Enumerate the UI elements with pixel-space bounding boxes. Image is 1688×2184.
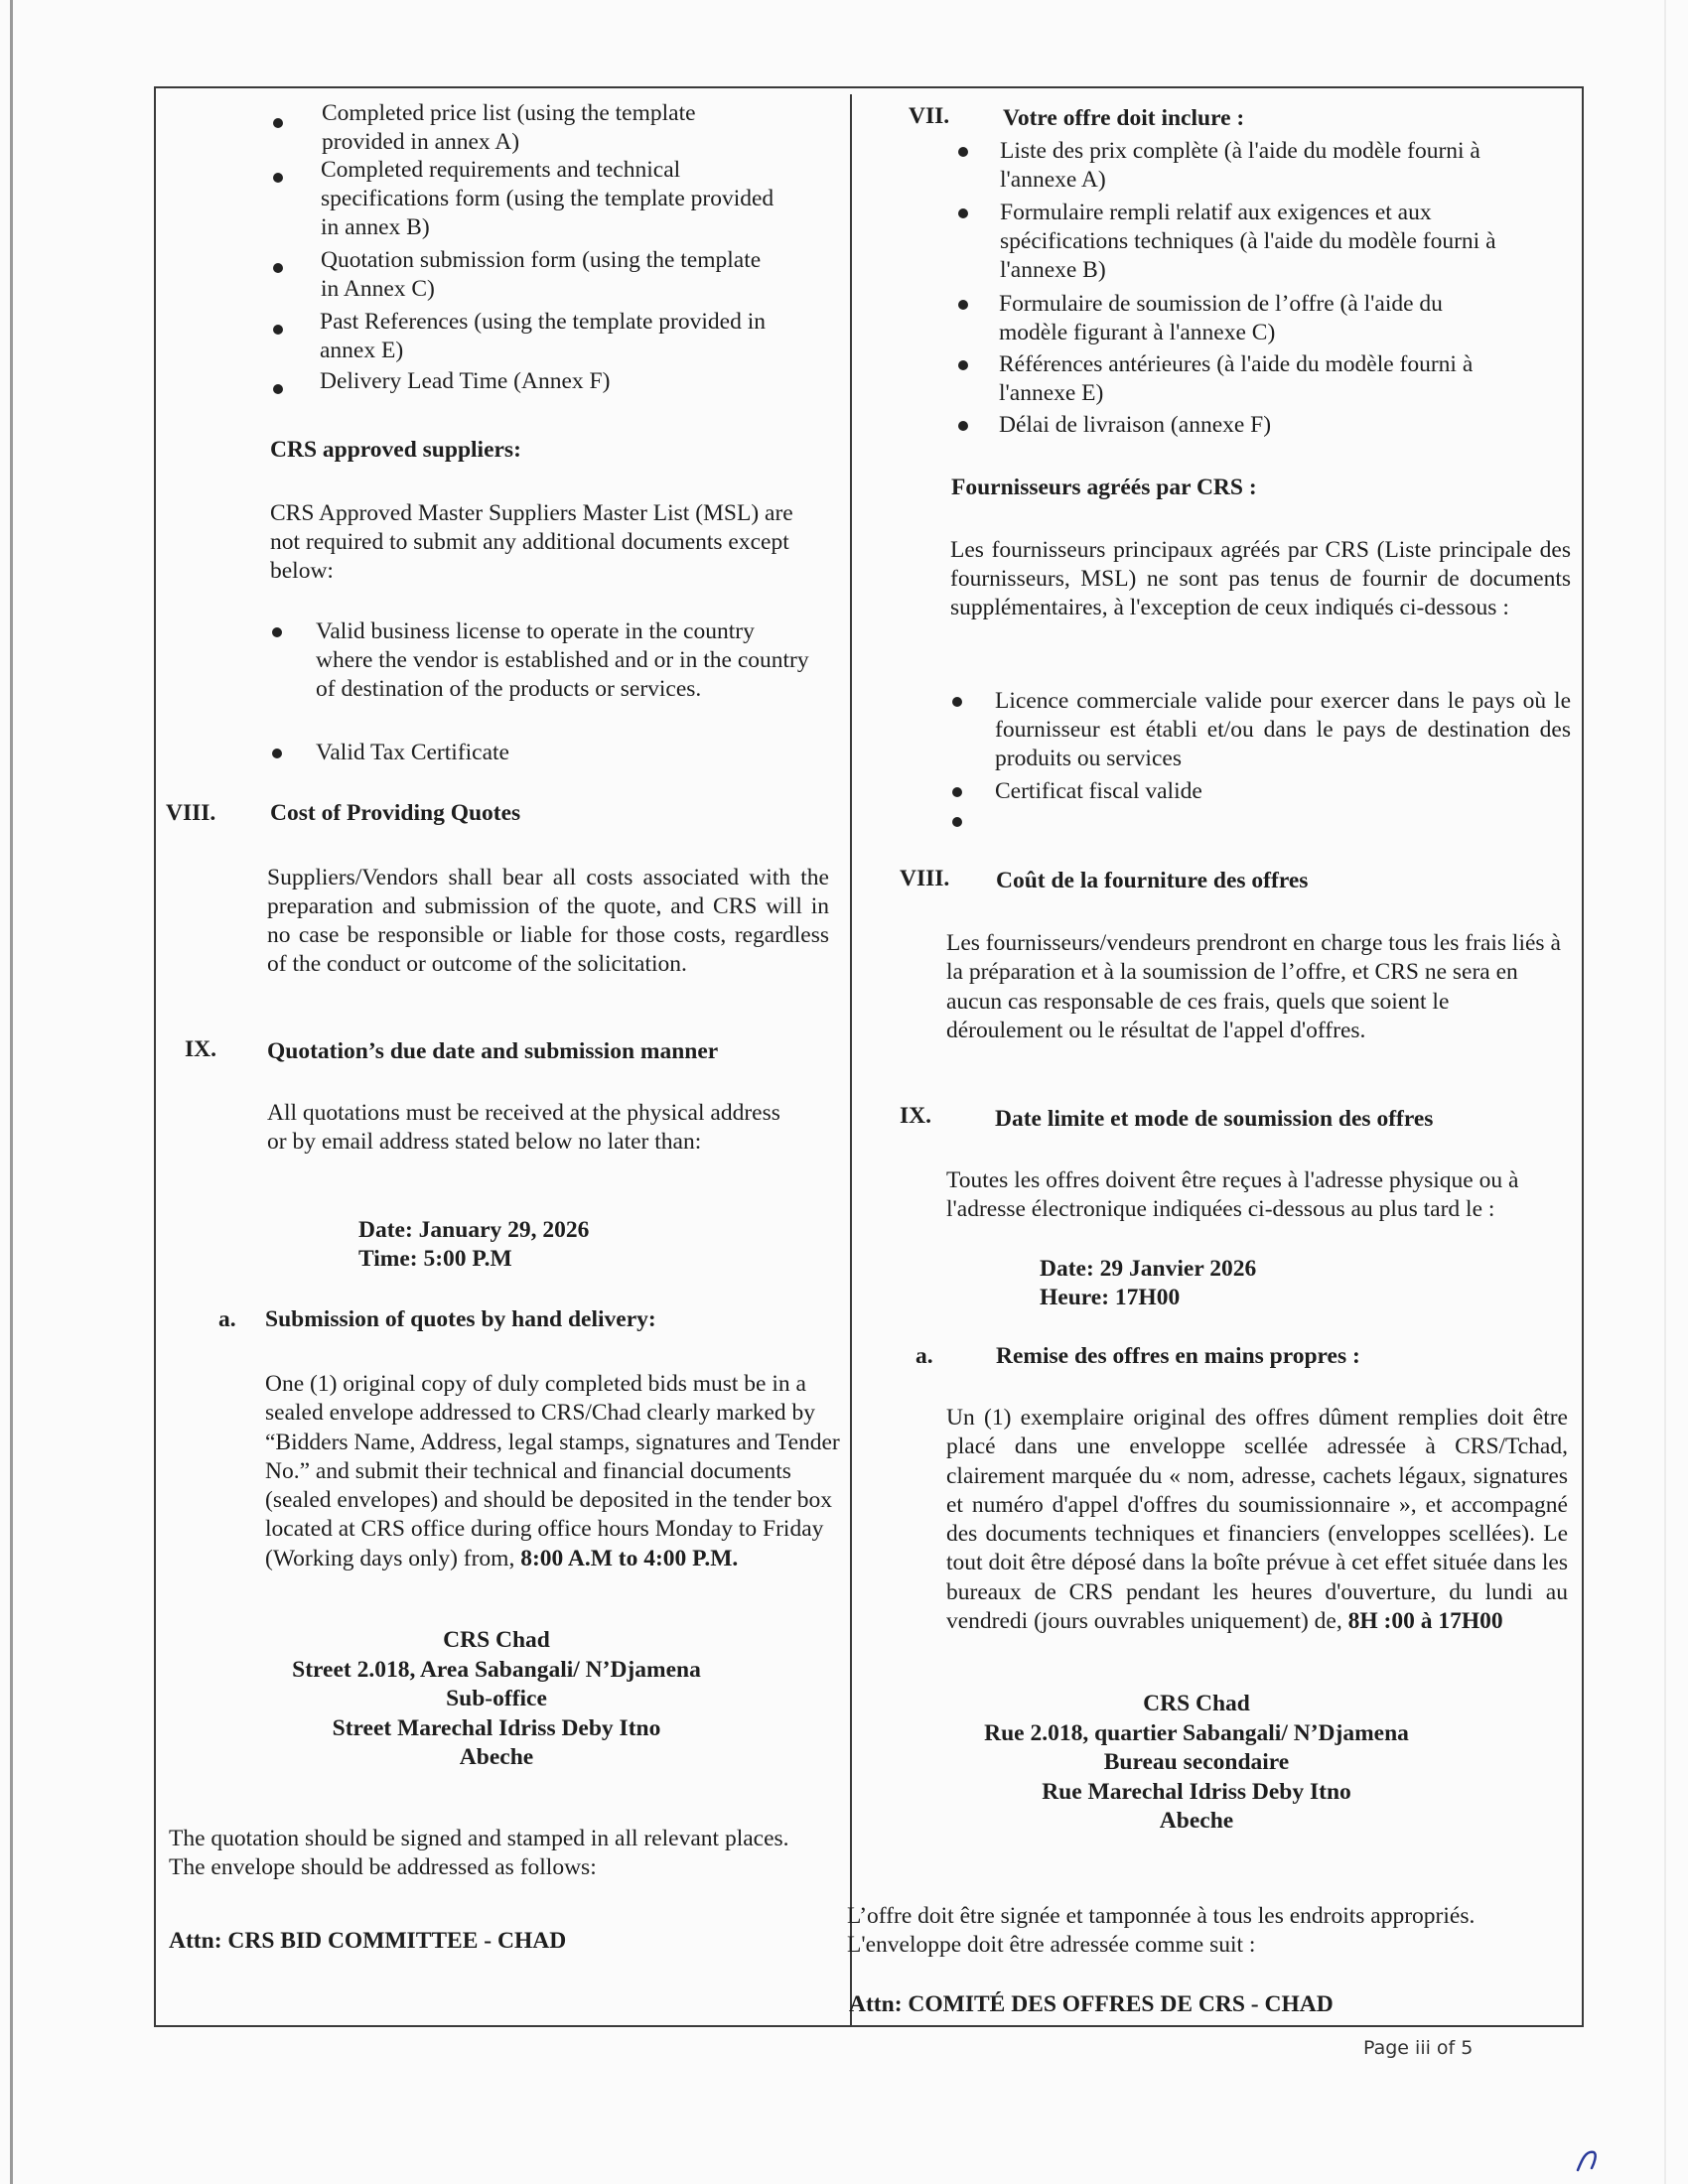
- list-item-text: Valid Tax Certificate: [316, 740, 509, 765]
- attention-line: Attn: COMITÉ DES OFFRES DE CRS - CHAD: [849, 1991, 1334, 2017]
- list-item-text: Valid business license to operate in the country where the vendor is established and or in the country of destination of the products or services.: [316, 618, 809, 702]
- subsection-title: Remise des offres en mains propres :: [996, 1343, 1360, 1369]
- list-item-text: modèle figurant à l'annexe C): [999, 320, 1276, 345]
- section-text: All quotations must be received at the physical address or by email address stated below no later than:: [267, 1100, 780, 1155]
- section-title: Date limite et mode de soumission des offres: [995, 1106, 1434, 1132]
- address-line: Rue 2.018, quartier Sabangali/ N’Djamena: [984, 1719, 1409, 1746]
- closing-text: L’offre doit être signée et tamponnée à tous les endroits appropriés. L'enveloppe doit être adressée comme suit :: [847, 1903, 1476, 1958]
- bullet-icon: [273, 384, 283, 394]
- list-item: [958, 411, 1554, 441]
- list-item-text: Past References (using the template provided in: [320, 309, 766, 335]
- approved-suppliers-heading: Fournisseurs agréés par CRS :: [951, 475, 1257, 500]
- list-item-text: spécifications techniques (à l'aide du modèle fourni à: [1000, 228, 1496, 254]
- list-item: [950, 807, 1571, 837]
- closing-text: The quotation should be signed and stamped in all relevant places. The envelope should be addressed as follows:: [169, 1826, 789, 1880]
- list-item-text: Quotation submission form (using the template: [321, 247, 762, 273]
- list-item: [958, 290, 1554, 350]
- approved-list: [950, 687, 1571, 837]
- include-list: [276, 100, 832, 410]
- subsection-text: [946, 1404, 1568, 1636]
- approved-suppliers-text: Les fournisseurs principaux agréés par CRS (Liste principale des fournisseurs, MSL) ne sont pas tenus de fournir de documents supplémentaires, à l'exception de ceux indiqués ci-dessous :: [950, 537, 1571, 620]
- bullet-icon: [952, 697, 962, 707]
- section-number: VIII.: [900, 866, 950, 891]
- due-time: Time: 5:00 P.M: [358, 1246, 512, 1272]
- scan-edge: [10, 0, 13, 2184]
- bullet-icon: [272, 749, 282, 758]
- attention-line: Attn: CRS BID COMMITTEE - CHAD: [169, 1928, 567, 1954]
- address-line: CRS Chad: [443, 1627, 550, 1653]
- due-date: Date: 29 Janvier 2026: [1040, 1256, 1257, 1282]
- signature-mark-icon: [1574, 2144, 1604, 2174]
- list-item-text: Délai de livraison (annexe F): [999, 412, 1272, 438]
- hand-delivery-text: Un (1) exemplaire original des offres dûment remplies doit être placé dans une enveloppe scellée adressée à CRS/Tchad, clairement marquée du « nom, adresse, cachets légaux, signatures et numéro d'appel d'offres du soumissionnaire », et accompagné des documents techniques et financiers (enveloppes scellées). Le tout doit être déposé dans la boîte prévue à cet effet située dans les bureaux de CRS pendant les heures d'ouverture, du lundi au vendredi (jours ouvrables uniquement) de,: [946, 1405, 1568, 1635]
- approved-list: [270, 617, 826, 768]
- list-item-text: Delivery Lead Time (Annex F): [320, 368, 611, 394]
- list-item: [958, 137, 1554, 199]
- bullet-icon: [958, 360, 968, 370]
- list-item-text: Liste des prix complète (à l'aide du modèle fourni à: [1000, 138, 1480, 164]
- section-number: VII.: [909, 103, 950, 129]
- bullet-icon: [958, 300, 968, 310]
- bullet-icon: [952, 817, 962, 827]
- list-item: [270, 739, 826, 768]
- list-item-text: Formulaire rempli relatif aux exigences et aux: [1000, 200, 1432, 225]
- list-item-text: Licence commerciale valide pour exercer dans le pays où le fournisseur est établi et/ou dans le pays de destination des produits ou services: [995, 688, 1571, 771]
- include-list: [958, 137, 1554, 441]
- due-time: Heure: 17H00: [1040, 1285, 1181, 1310]
- list-item-text: Certificat fiscal valide: [995, 778, 1202, 804]
- address-line: Sub-office: [446, 1686, 547, 1711]
- list-item-text: in annex B): [321, 214, 430, 240]
- section-number: IX.: [900, 1103, 931, 1129]
- list-item-text: l'annexe E): [999, 380, 1104, 406]
- address-line: Abeche: [459, 1744, 534, 1770]
- list-item-text: l'annexe B): [1000, 257, 1106, 283]
- bullet-icon: [272, 627, 282, 637]
- scan-edge: [1664, 0, 1666, 2184]
- due-date-block: [1040, 1255, 1256, 1312]
- section-text: Suppliers/Vendors shall bear all costs associated with the preparation and submission of the quote, and CRS will in no case be responsible or liable for those costs, regardless of the conduct or outcome of the solicitation.: [267, 865, 829, 977]
- due-date-block: [358, 1216, 589, 1274]
- address-line: Abeche: [1159, 1808, 1234, 1834]
- section-title: Cost of Providing Quotes: [270, 800, 521, 826]
- list-item: [276, 368, 832, 410]
- subsection-title: Submission of quotes by hand delivery:: [265, 1306, 656, 1332]
- bullet-icon: [958, 147, 968, 157]
- approved-suppliers-text: CRS Approved Master Suppliers Master List (MSL) are not required to submit any additional documents except below:: [270, 500, 793, 584]
- due-date: Date: January 29, 2026: [358, 1217, 590, 1243]
- list-item: [958, 350, 1554, 411]
- section-number: VIII.: [166, 800, 216, 826]
- bullet-icon: [273, 263, 283, 273]
- office-hours: 8:00 A.M to 4:00 P.M.: [520, 1545, 739, 1571]
- list-item: [270, 617, 826, 739]
- list-item-text: in Annex C): [321, 276, 435, 302]
- bullet-icon: [952, 787, 962, 797]
- list-item: [950, 687, 1571, 777]
- address-line: Rue Marechal Idriss Deby Itno: [1042, 1778, 1351, 1805]
- bullet-icon: [958, 208, 968, 218]
- section-title: Votre offre doit inclure :: [1003, 105, 1245, 131]
- list-item: [958, 199, 1554, 290]
- list-item-text: Références antérieures (à l'aide du modèle fourni à: [999, 351, 1474, 377]
- address-line: Street 2.018, Area Sabangali/ N’Djamena: [292, 1656, 701, 1683]
- list-item-text: Formulaire de soumission de l’offre (à l'aide du: [999, 291, 1443, 317]
- subsection-letter: a.: [915, 1343, 933, 1369]
- list-item-text: l'annexe A): [1000, 167, 1106, 193]
- hand-delivery-text: One (1) original copy of duly completed bids must be in a sealed envelope addressed to CRS/Chad clearly marked by “Bidders Name, Address, legal stamps, signatures and Tender No.” and submit their technical and financial documents (sealed envelopes) and should be deposited in the tender box located at CRS office during office hours Monday to Friday (Working days only) from,: [265, 1371, 840, 1571]
- subsection-letter: a.: [218, 1306, 236, 1332]
- section-text: Les fournisseurs/vendeurs prendront en charge tous les frais liés à la préparation et à la soumission de l’offre, et CRS ne sera en aucun cas responsable de ces frais, quels que soient le déroulement ou le résultat de l'appel d'offres.: [946, 930, 1561, 1043]
- section-title: Quotation’s due date and submission manner: [267, 1038, 719, 1064]
- address-block: [169, 1626, 824, 1773]
- list-item-text: specifications form (using the template provided: [321, 186, 774, 211]
- office-hours: 8H :00 à 17H00: [1347, 1608, 1503, 1635]
- list-item-text: annex E): [320, 338, 404, 363]
- bullet-icon: [273, 118, 283, 128]
- address-line: CRS Chad: [1143, 1691, 1250, 1716]
- section-title: Coût de la fourniture des offres: [996, 868, 1309, 893]
- list-item: [950, 777, 1571, 807]
- section-number: IX.: [185, 1036, 216, 1062]
- list-item-text: Completed requirements and technical: [321, 157, 681, 183]
- list-item-text: Completed price list (using the template: [322, 100, 696, 126]
- bullet-icon: [273, 173, 283, 183]
- address-block: [894, 1690, 1499, 1837]
- bullet-icon: [958, 421, 968, 431]
- address-line: Street Marechal Idriss Deby Itno: [332, 1714, 661, 1741]
- section-text: Toutes les offres doivent être reçues à l'adresse physique ou à l'adresse électronique indiquées ci-dessous au plus tard le :: [946, 1167, 1519, 1222]
- approved-suppliers-heading: CRS approved suppliers:: [270, 437, 521, 463]
- page-number: Page iii of 5: [1363, 2037, 1474, 2059]
- list-item-text: provided in annex A): [322, 129, 520, 155]
- address-line: Bureau secondaire: [1103, 1749, 1290, 1775]
- subsection-text: [265, 1370, 841, 1573]
- bullet-icon: [273, 325, 283, 335]
